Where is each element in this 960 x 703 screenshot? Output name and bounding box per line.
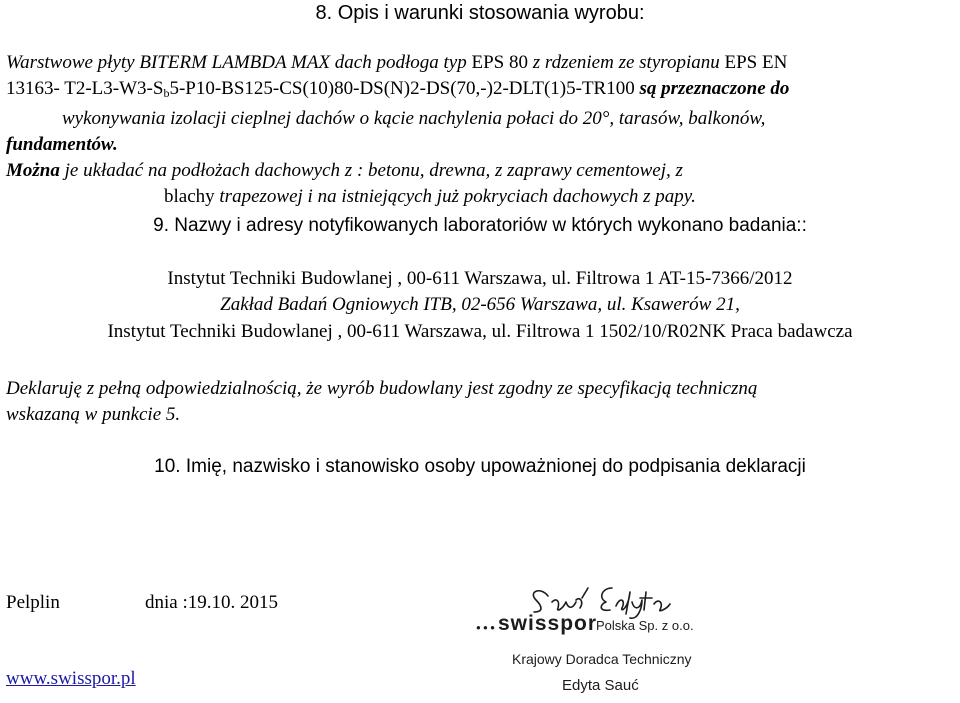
signature-stamp	[470, 578, 710, 700]
core-intro: z rdzeniem ze styropianu	[527, 52, 725, 73]
intended-for: są przeznaczone do	[634, 78, 790, 99]
section-9-heading: 9. Nazwy i adresy notyfikowanych laboratoriów w których wykonano badania::	[153, 215, 807, 236]
product-name: LAMBDA MAX	[211, 52, 331, 73]
declaration-line-2: wskazaną w punkcie 5.	[6, 404, 181, 425]
spec-code-start: 13163- T2-L3-W3-S	[6, 78, 164, 99]
stamp-company-suffix: Polska Sp. z o.o.	[596, 618, 694, 633]
can-be: Można	[6, 160, 60, 181]
body-line-1	[0, 50, 960, 76]
place: Pelplin	[6, 592, 60, 613]
body-line-3: wykonywania izolacji cieplnej dachów o kącie nachylenia połaci do 20°, tarasów, balkonów,	[62, 108, 766, 129]
body-line-6	[0, 184, 960, 210]
sheet-rest: trapezowej i na istniejących już pokryciach dachowych z papy.	[214, 186, 696, 207]
spec-code-subscript: b	[163, 86, 170, 100]
spec-code-rest: 5-P10-BS125-CS(10)80-DS(N)2-DS(70,-)2-DLT(1)5-TR100	[169, 78, 635, 99]
substrates: je układać na podłożach dachowych z : betonu, drewna, z zaprawy cementowej, z	[59, 160, 683, 181]
sheet-word: blachy	[164, 186, 215, 207]
body-line-5	[0, 158, 960, 184]
stamp-name: Edyta Sauć	[562, 677, 639, 694]
section-8-heading: 8. Opis i warunki stosowania wyrobu:	[315, 2, 645, 24]
lab-entry-3: Instytut Techniki Budowlanej , 00-611 Warszawa, ul. Filtrowa 1 1502/10/R02NK Praca badawcza	[107, 321, 853, 342]
stamp-company: swisspor	[498, 612, 598, 635]
declaration-line-1: Deklaruję z pełną odpowiedzialnością, że wyrób budowlany jest zgodny ze specyfikacją techniczną	[6, 378, 758, 399]
product-intro: Warstwowe płyty BITERM	[6, 52, 212, 73]
eps-en: EPS EN	[724, 52, 788, 73]
lab-entry-1: Instytut Techniki Budowlanej , 00-611 Warszawa, ul. Filtrowa 1 AT-15-7366/2012	[167, 268, 793, 289]
declaration	[6, 376, 757, 428]
stamp-role: Krajowy Doradca Techniczny	[512, 651, 692, 667]
lab-entry-2: Zakład Badań Ogniowych ITB, 02-656 Warszawa, ul. Ksawerów 21,	[220, 294, 740, 315]
website-link[interactable]: www.swisspor.pl	[6, 668, 136, 689]
product-type-intro: dach podłoga typ	[330, 52, 472, 73]
body-line-4: fundamentów.	[6, 134, 118, 155]
body-line-2	[0, 76, 960, 106]
section-8-body	[0, 50, 960, 210]
stamp-dots: ● ● ●	[476, 623, 495, 632]
eps-type: EPS 80	[471, 52, 528, 73]
date: dnia :19.10. 2015	[145, 592, 278, 613]
section-10-heading: 10. Imię, nazwisko i stanowisko osoby upoważnionej do podpisania deklaracji	[154, 456, 806, 477]
